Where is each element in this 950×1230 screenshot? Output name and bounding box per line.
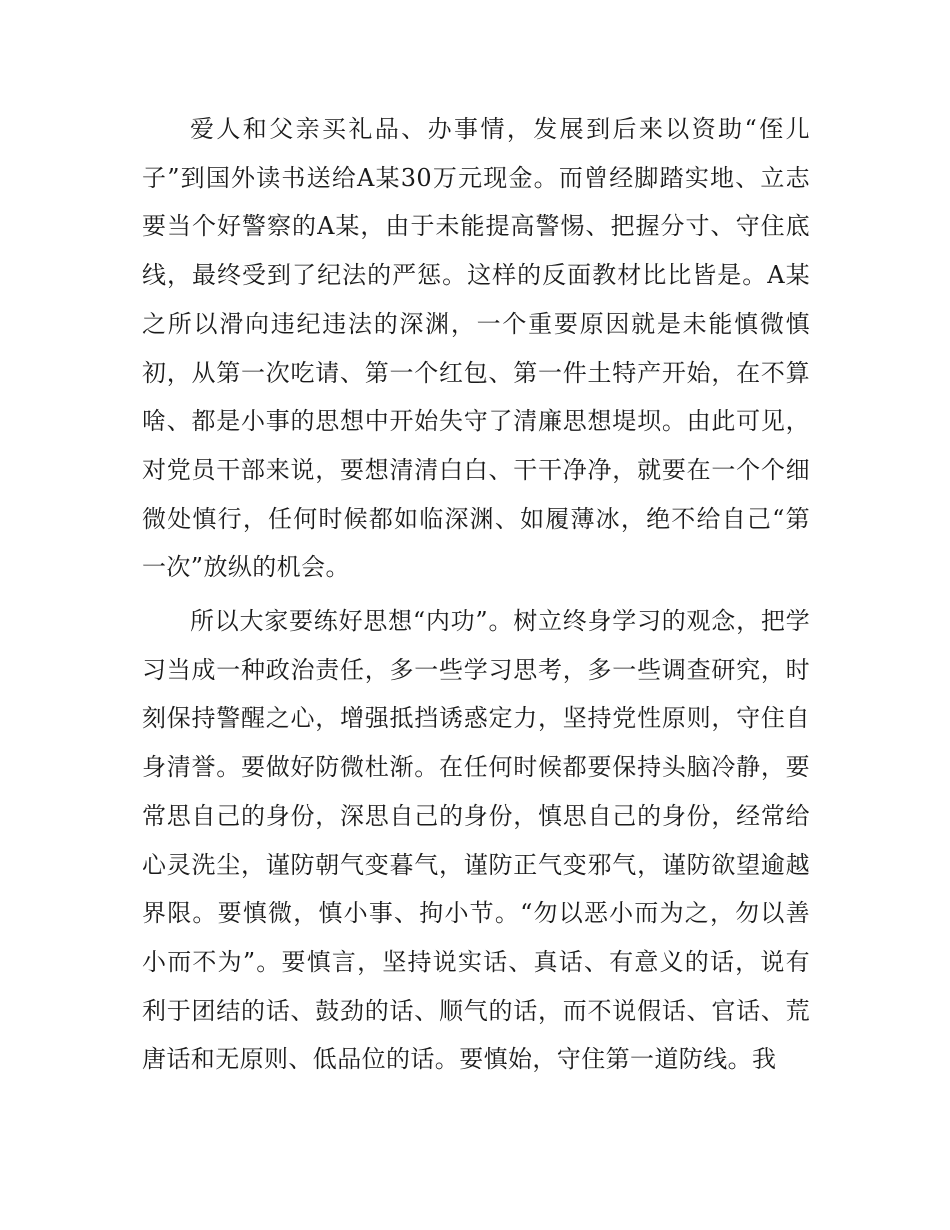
document-body	[142, 105, 810, 1089]
paragraph-1: 爱人和父亲买礼品、办事情，发展到后来以资助“侄儿子”到国外读书送给A某30万元现金。而曾经脚踏实地、立志要当个好警察的A某，由于未能提高警惕、把握分寸、守住底线，最终受到了纪法的严惩。这样的反面教材比比皆是。A某之所以滑向违纪违法的深渊，一个重要原因就是未能慎微慎初，从第一次吃请、第一个红包、第一件土特产开始，在不算啥、都是小事的思想中开始失守了清廉思想堤坝。由此可见，对党员干部来说，要想清清白白、干干净净，就要在一个个细微处慎行，任何时候都如临深渊、如履薄冰，绝不给自己“第一次”放纵的机会。	[142, 115, 810, 582]
paragraph-2: 所以大家要练好思想“内功”。树立终身学习的观念，把学习当成一种政治责任，多一些学习思考，多一些调查研究，时刻保持警醒之心，增强抵挡诱惑定力，坚持党性原则，守住自身清誉。要做好防微杜渐。在任何时候都要保持头脑冷静，要常思自己的身份，深思自己的身份，慎思自己的身份，经常给心灵洗尘，谨防朝气变暮气，谨防正气变邪气，谨防欲望逾越界限。要慎微，慎小事、拘小节。“勿以恶小而为之，勿以善小而不为”。要慎言，坚持说实话、真话、有意义的话，说有利于团结的话、鼓劲的话、顺气的话，而不说假话、官话、荒唐话和无原则、低品位的话。要慎始，守住第一道防线。我	[142, 607, 810, 1074]
